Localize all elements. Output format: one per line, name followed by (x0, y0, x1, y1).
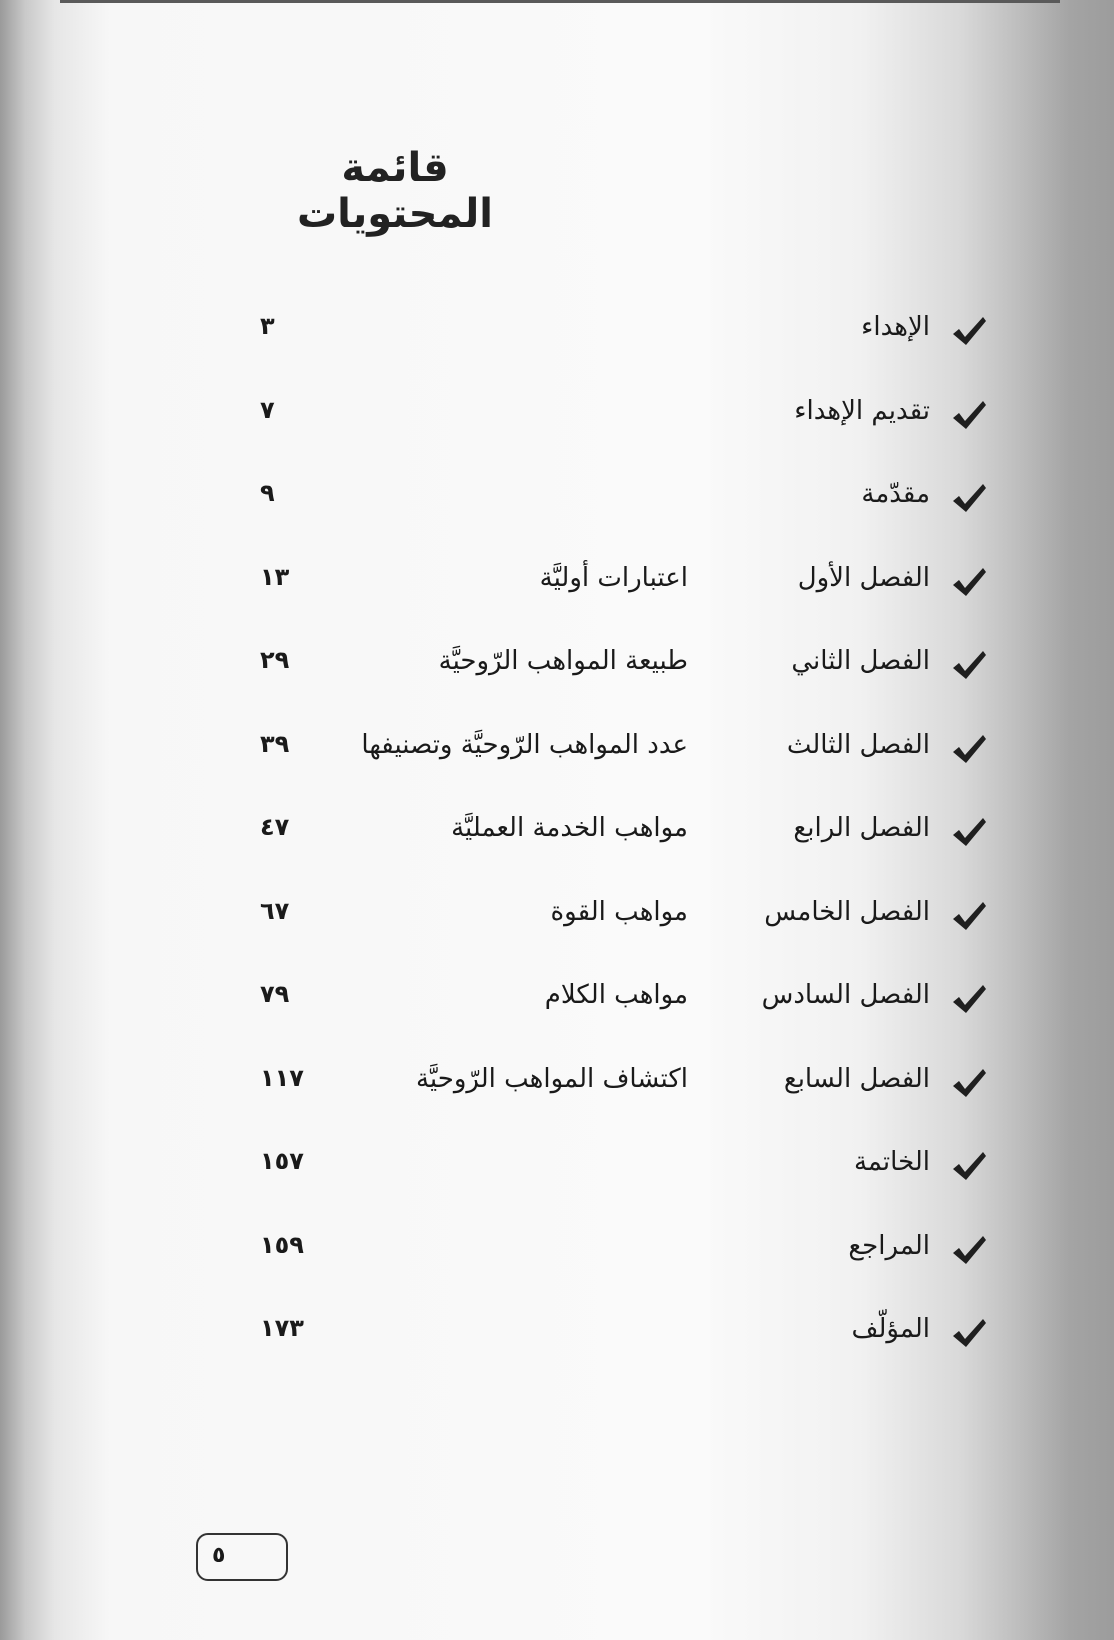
toc-entry-page: ٧٩ (260, 980, 290, 1008)
toc-entry-label: الفصل السابع (783, 1063, 930, 1094)
toc-entry-label: الفصل الثالث (786, 729, 930, 760)
toc-entry-subtitle: اعتبارات أوليَّة (539, 562, 688, 593)
page-number: ٥ (212, 1543, 226, 1568)
check-icon (950, 732, 988, 766)
check-icon (950, 314, 988, 348)
toc-entry-page: ١٧٣ (260, 1314, 304, 1342)
toc-entry-page: ٧ (260, 395, 275, 424)
page-number-box (196, 1533, 288, 1581)
toc-entry (250, 1310, 988, 1360)
toc-entry-label: الفصل السادس (761, 980, 930, 1010)
check-icon (950, 1149, 988, 1183)
toc-entry-page: ٩ (260, 479, 275, 507)
toc-entry-label: الخاتمة (853, 1147, 930, 1177)
toc-title: قائمة المحتويات (296, 145, 493, 237)
toc-entry-subtitle: عدد المواهب الرّوحيَّة وتصنيفها (361, 729, 688, 760)
toc-entry-label: الإهداء (861, 312, 930, 342)
toc-entry (250, 392, 988, 442)
toc-entry (250, 976, 988, 1026)
toc-entry (250, 1143, 988, 1193)
check-icon (950, 1316, 988, 1350)
toc-entry-label: الفصل الثاني (791, 646, 930, 676)
page-top-edge (60, 0, 1060, 3)
toc-entry-subtitle: طبيعة المواهب الرّوحيَّة (438, 646, 688, 676)
toc-entry-page: ٣٩ (260, 729, 290, 758)
toc-entry-subtitle: اكتشاف المواهب الرّوحيَّة (415, 1063, 688, 1094)
check-icon (950, 565, 988, 599)
toc-entry-subtitle: مواهب الخدمة العمليَّة (451, 813, 688, 843)
toc-entry-page: ٣ (260, 312, 275, 340)
toc-entry-page: ١١٧ (260, 1063, 304, 1092)
check-icon (950, 1233, 988, 1267)
toc-entry (250, 893, 988, 943)
toc-entry-label: الفصل الخامس (764, 896, 930, 927)
toc-entry (250, 642, 988, 692)
toc-entry-page: ١٥٩ (260, 1230, 304, 1259)
toc-entry-label: مقدّمة (861, 479, 930, 509)
toc-entry (250, 1060, 988, 1110)
toc-entry-page: ٤٧ (260, 813, 290, 841)
check-icon (950, 982, 988, 1016)
toc-entry-page: ١٣ (260, 562, 290, 591)
toc-entry-label: الفصل الرابع (793, 813, 930, 843)
toc-entry (250, 726, 988, 776)
toc-entry-subtitle: مواهب الكلام (544, 980, 688, 1010)
toc-entry-label: المؤلّف (851, 1314, 930, 1344)
toc-entry-page: ٢٩ (260, 646, 290, 674)
toc-entry (250, 809, 988, 859)
check-icon (950, 1066, 988, 1100)
toc-entry (250, 559, 988, 609)
check-icon (950, 648, 988, 682)
toc-entry (250, 308, 988, 358)
check-icon (950, 899, 988, 933)
check-icon (950, 481, 988, 515)
toc-entry (250, 1227, 988, 1277)
toc-entry-label: المراجع (848, 1230, 930, 1261)
toc-entry (250, 475, 988, 525)
toc-entry-subtitle: مواهب القوة (550, 896, 688, 927)
check-icon (950, 398, 988, 432)
toc-entry-page: ١٥٧ (260, 1147, 304, 1175)
toc-entry-page: ٦٧ (260, 896, 290, 925)
toc-entry-label: الفصل الأول (797, 562, 930, 593)
toc-entry-label: تقديم الإهداء (794, 395, 930, 426)
check-icon (950, 815, 988, 849)
